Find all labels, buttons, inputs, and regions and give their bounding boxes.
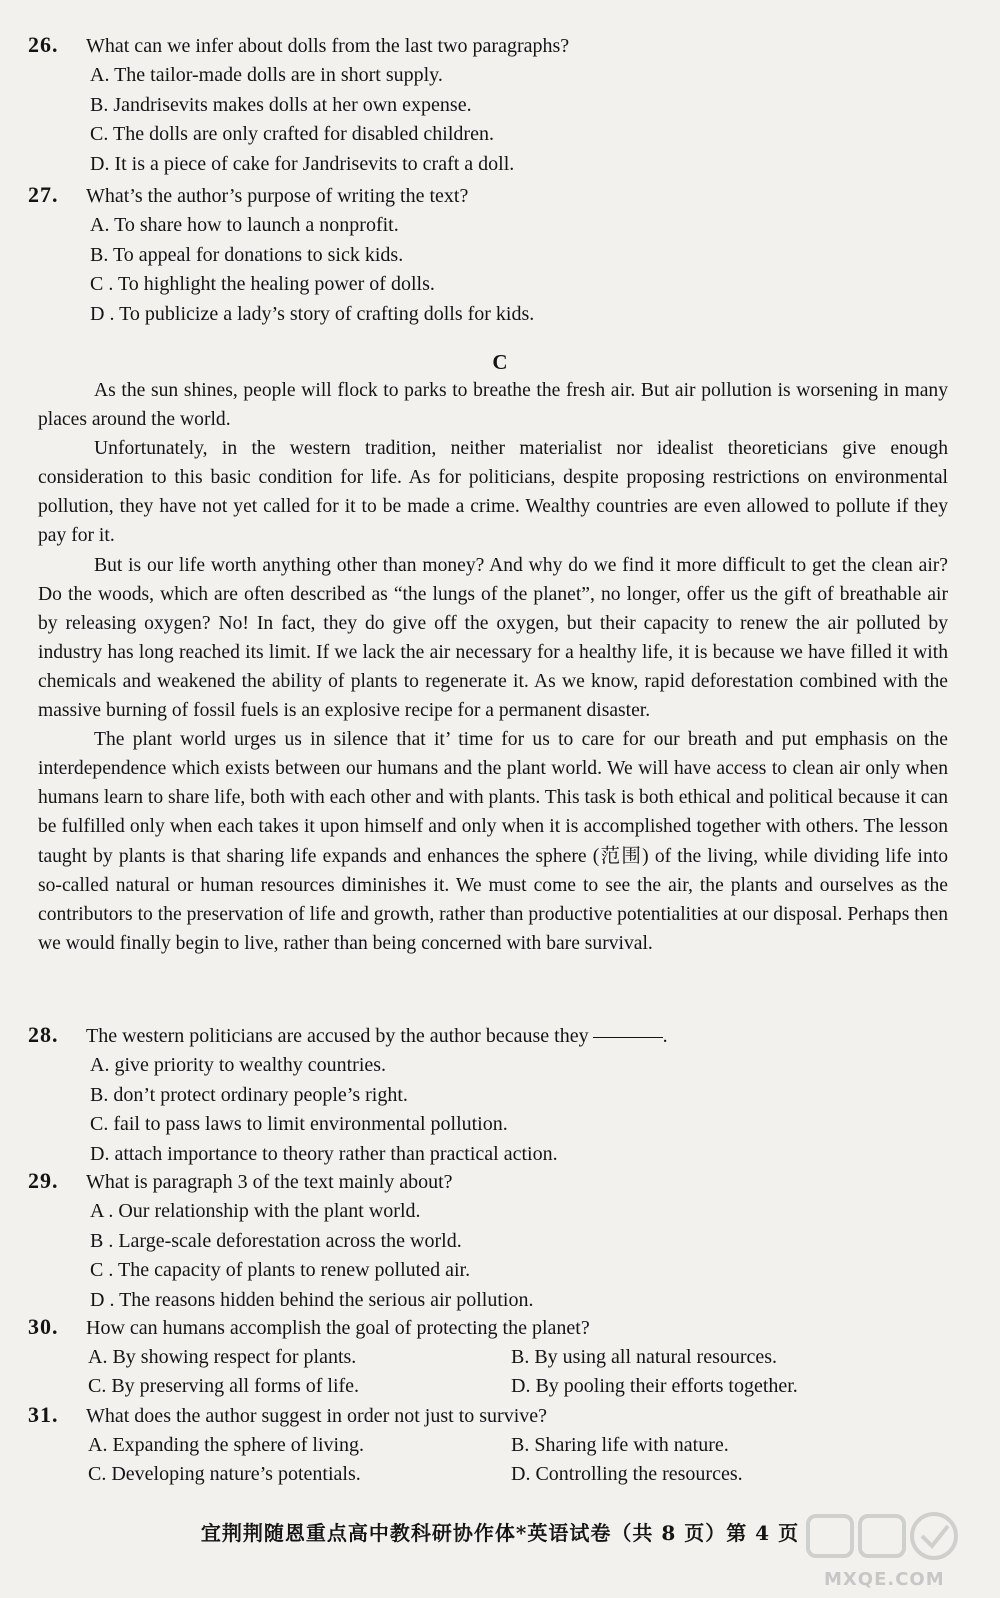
- option-c: C. fail to pass laws to limit environmental pollution.: [90, 1113, 508, 1136]
- watermark-text: MXQE.COM: [824, 1569, 945, 1590]
- option-a: A. give priority to wealthy countries.: [90, 1054, 387, 1076]
- option-c: C. By preserving all forms of life.: [88, 1375, 360, 1397]
- option-d: D . The reasons hidden behind the serious air pollution.: [90, 1288, 534, 1311]
- question-stem: What does the author suggest in order not just to survive?: [86, 1405, 548, 1427]
- option-d: D. Controlling the resources.: [511, 1463, 743, 1485]
- option-a: A. The tailor-made dolls are in short supply.: [90, 64, 443, 86]
- option-b: B. By using all natural resources.: [511, 1346, 778, 1368]
- question-number: 30.: [28, 1314, 59, 1339]
- stem-text: The western politicians are accused by the author because they: [86, 1025, 589, 1047]
- question-stem: What can we infer about dolls from the last two paragraphs?: [86, 35, 570, 57]
- question-stem: What is paragraph 3 of the text mainly about?: [86, 1171, 453, 1193]
- option-a: A . Our relationship with the plant world.: [90, 1200, 421, 1222]
- options-row-2: [88, 1372, 968, 1401]
- reading-passage: [38, 376, 948, 958]
- option-a: A. To share how to launch a nonprofit.: [90, 214, 399, 236]
- option-d: D . To publicize a lady’s story of crafting dolls for kids.: [90, 302, 535, 325]
- question-31: [28, 1400, 968, 1489]
- paragraph-3: But is our life worth anything other than money? And why do we find it more difficult to get the clean air? Do the woods, which are often described as “the lungs of the planet”, no longer, offer us the gift of breathable air by releasing oxygen? No! In fact, they do give off the oxygen, but their capacity to renew the air polluted by industry has long reached its limit. If we lack the air necessary for a healthy life, it is because we have filled it with chemicals and weakened the ability of plants to regenerate it. As we know, rapid deforestation combined with the massive burning of fossil fuels is an explosive recipe for a permanent disaster.: [38, 554, 948, 722]
- paragraph-1: As the sun shines, people will flock to parks to breathe the fresh air. But air pollution is worsening in many places around the world.: [38, 380, 948, 431]
- question-number: 28.: [28, 1022, 59, 1047]
- page-footer: 宜荆荆随恩重点高中教科研协作体*英语试卷（共 8 页）第 4 页: [200, 1521, 800, 1545]
- option-b: B. Jandrisevits makes dolls at her own expense.: [90, 93, 472, 116]
- paragraph-4: The plant world urges us in silence that it’ time for us to care for our breath and put emphasis on the interdependence which exists between our humans and the plant world. We will have access to clean air only when humans learn to share life, both with each other and with plants. This task is both ethical and political because it can be fulfilled only when each takes it upon himself and only when it is accomplished together with others. The lesson taught by plants is that sharing life expands and enhances the sphere (范围) of the living, while dividing life into so-called natural or human resources diminishes it. We must come to see the air, the plants and ourselves as the contributors to the preservation of life and growth, rather than productive potentialities at our disposal. Perhaps then we would finally begin to live, rather than being concerned with bare survival.: [38, 729, 948, 954]
- question-30: [28, 1312, 968, 1401]
- question-stem: What’s the author’s purpose of writing the text?: [86, 185, 469, 207]
- option-d: D. attach importance to theory rather than practical action.: [90, 1142, 558, 1165]
- option-b: B. don’t protect ordinary people’s right.: [90, 1083, 408, 1106]
- option-d: D. By pooling their efforts together.: [511, 1375, 798, 1397]
- watermark-icon: [804, 1508, 964, 1564]
- option-c: C. The dolls are only crafted for disabled children.: [90, 123, 494, 146]
- paragraph-2: Unfortunately, in the western tradition, neither materialist nor idealist theoreticians give enough consideration to this basic condition for life. As for politicians, despite proposing restrictions on environmental pollution, they have not yet called for it to be made a crime. Wealthy countries are even allowed to pollute if they pay for it.: [38, 438, 948, 547]
- question-26: [28, 30, 968, 179]
- question-number: 29.: [28, 1168, 59, 1193]
- option-b: B. To appeal for donations to sick kids.: [90, 243, 404, 266]
- option-c: C . The capacity of plants to renew polluted air.: [90, 1259, 471, 1282]
- question-27: [28, 180, 968, 329]
- option-c: C. Developing nature’s potentials.: [88, 1463, 361, 1485]
- question-number: 27.: [28, 182, 59, 207]
- options-row-1: [88, 1343, 968, 1372]
- question-stem: How can humans accomplish the goal of protecting the planet?: [86, 1317, 590, 1339]
- answer-blank: [593, 1037, 663, 1038]
- option-c: C . To highlight the healing power of dolls.: [90, 273, 435, 296]
- option-a: A. Expanding the sphere of living.: [88, 1434, 365, 1456]
- watermark-logo: [794, 1508, 974, 1590]
- question-28: [28, 1020, 968, 1169]
- option-b: B . Large-scale deforestation across the world.: [90, 1229, 462, 1252]
- options-row-2: [88, 1460, 968, 1489]
- option-d: D. It is a piece of cake for Jandrisevits to craft a doll.: [90, 152, 515, 175]
- options-row-1: [88, 1431, 968, 1460]
- question-29: [28, 1166, 968, 1315]
- option-a: A. By showing respect for plants.: [88, 1346, 357, 1368]
- stem-end: .: [662, 1025, 668, 1047]
- question-number: 31.: [28, 1402, 59, 1427]
- section-title: C: [492, 350, 508, 374]
- option-b: B. Sharing life with nature.: [511, 1434, 729, 1456]
- question-stem: [86, 1022, 968, 1051]
- question-number: 26.: [28, 32, 59, 57]
